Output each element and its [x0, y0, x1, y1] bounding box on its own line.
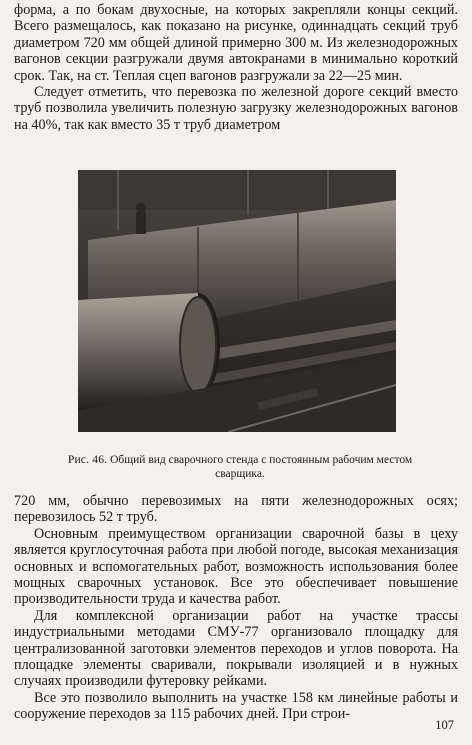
- figure-photo: [78, 170, 396, 432]
- bottom-text-block: [14, 493, 458, 723]
- top-text-block: [14, 2, 458, 133]
- paragraph: Все это позволило выполнить на участке 158 км линейные работы и сооружение переходов за 115 рабочих дней. При строи-: [14, 689, 458, 723]
- figure-caption: [60, 453, 420, 481]
- caption-text: Общий вид сварочного стенда с постоянным рабочим местом сварщика.: [110, 454, 413, 480]
- paragraph: форма, а по бокам двухосные, на которых закрепляли концы секций. Всего размещалось, как показано на рисунке, одиннадцать секций труб диаметром 720 мм общей длиной примерно 300 м. Из железнодорожных вагонов секции разгружали двумя автокранами в минимально короткий срок. Так, на ст. Теплая сцеп вагонов разгружали за 22—25 мин.: [14, 2, 458, 84]
- page-number: 107: [435, 718, 454, 732]
- paragraph: 720 мм, обычно перевозимых на пяти железнодорожных осях; перевозилось 52 т труб.: [14, 493, 458, 526]
- paragraph: Следует отметить, что перевозка по железной дороге секций вместо труб позволила увеличить полезную загрузку железнодорожных вагонов на 40%, так как вместо 35 т труб диаметром: [14, 84, 458, 133]
- paragraph: Основным преимуществом организации сварочной базы в цеху является круглосуточная работа при любой погоде, высокая механизация основных и вспомогательных работ, возможность использования более мощных сварочных установок. Все это обеспечивает повышение производительности труда и качества работ.: [14, 525, 458, 608]
- caption-label: Рис. 46.: [67, 454, 108, 466]
- paragraph: Для комплексной организации работ на участке трассы индустриальными методами СМУ-77 организовало площадку для централизованной заготовки элементов переходов и углов поворота. На площадке элементы сваривали, покрывали изоляцией и в нужных случаях производили футеровку рейками.: [14, 607, 458, 690]
- welding-stand-photo: [78, 170, 396, 432]
